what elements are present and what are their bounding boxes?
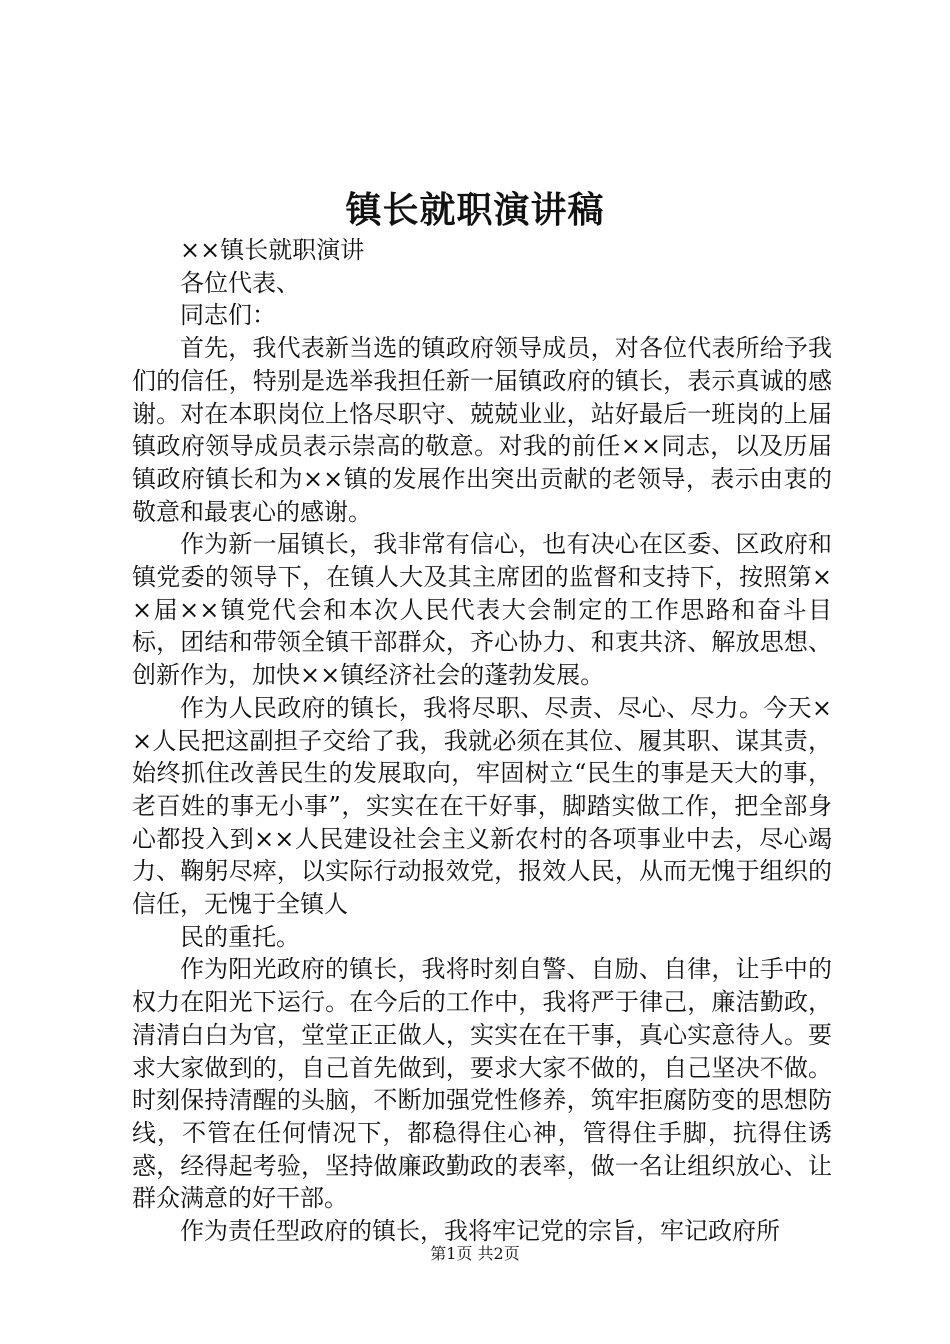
- paragraph: 民的重托。: [180, 922, 300, 951]
- page-footer: 第1页 共2页: [430, 1244, 520, 1263]
- paragraph: 作为责任型政府的镇长，我将牢记党的宗旨，牢记政府所: [180, 1217, 780, 1246]
- paragraph: 首先，我代表新当选的镇政府领导成员，对各位代表所给予我们的信任，特别是选举我担任新一届镇政府的镇长，表示真诚的感谢。对在本职岗位上恪尽职守、兢兢业业，站好最后一班岗的上届镇政府领导成员表示崇高的敬意。对我的前任××同志，以及历届镇政府镇长和为××镇的发展作出突出贡献的老领导，表示由衷的敬意和最衷心的感谢。: [132, 334, 832, 526]
- paragraph: 作为阳光政府的镇长，我将时刻自警、自励、自律，让手中的权力在阳光下运行。在今后的工作中，我将严于律己，廉洁勤政，清清白白为官，堂堂正正做人，实实在在干事，真心实意待人。要求大家做到的，自己首先做到，要求大家不做的，自己坚决不做。时刻保持清醒的头脑，不断加强党性修养，筑牢拒腐防变的思想防线，不管在任何情况下，都稳得住心神，管得住手脚，抗得住诱惑，经得起考验，坚持做廉政勤政的表率，做一名让组织放心、让群众满意的好干部。: [132, 955, 832, 1213]
- document-title: 镇长就职演讲稿: [345, 189, 605, 231]
- paragraph-heading: ××镇长就职演讲: [180, 236, 365, 264]
- paragraph-salutation-1: 各位代表、: [180, 268, 300, 297]
- document-body: [132, 234, 832, 1248]
- paragraph-salutation-2: 同志们：: [180, 301, 276, 330]
- paragraph: 作为人民政府的镇长，我将尽职、尽责、尽心、尽力。今天××人民把这副担子交给了我，我就必须在其位、履其职、谋其责，始终抓住改善民生的发展取向，牢固树立“民生的事是天大的事，老百姓的事无小事”，实实在在干好事，脚踏实做工作，把全部身心都投入到××人民建设社会主义新农村的各项事业中去，尽心竭力、鞠躬尽瘁，以实际行动报效党，报效人民，从而无愧于组织的信任，无愧于全镇人: [132, 693, 832, 919]
- paragraph: 作为新一届镇长，我非常有信心，也有决心在区委、区政府和镇党委的领导下，在镇人大及其主席团的监督和支持下，按照第××届××镇党代会和本次人民代表大会制定的工作思路和奋斗目标，团结和带领全镇干部群众，齐心协力、和衷共济、解放思想、创新作为，加快××镇经济社会的蓬勃发展。: [132, 530, 832, 690]
